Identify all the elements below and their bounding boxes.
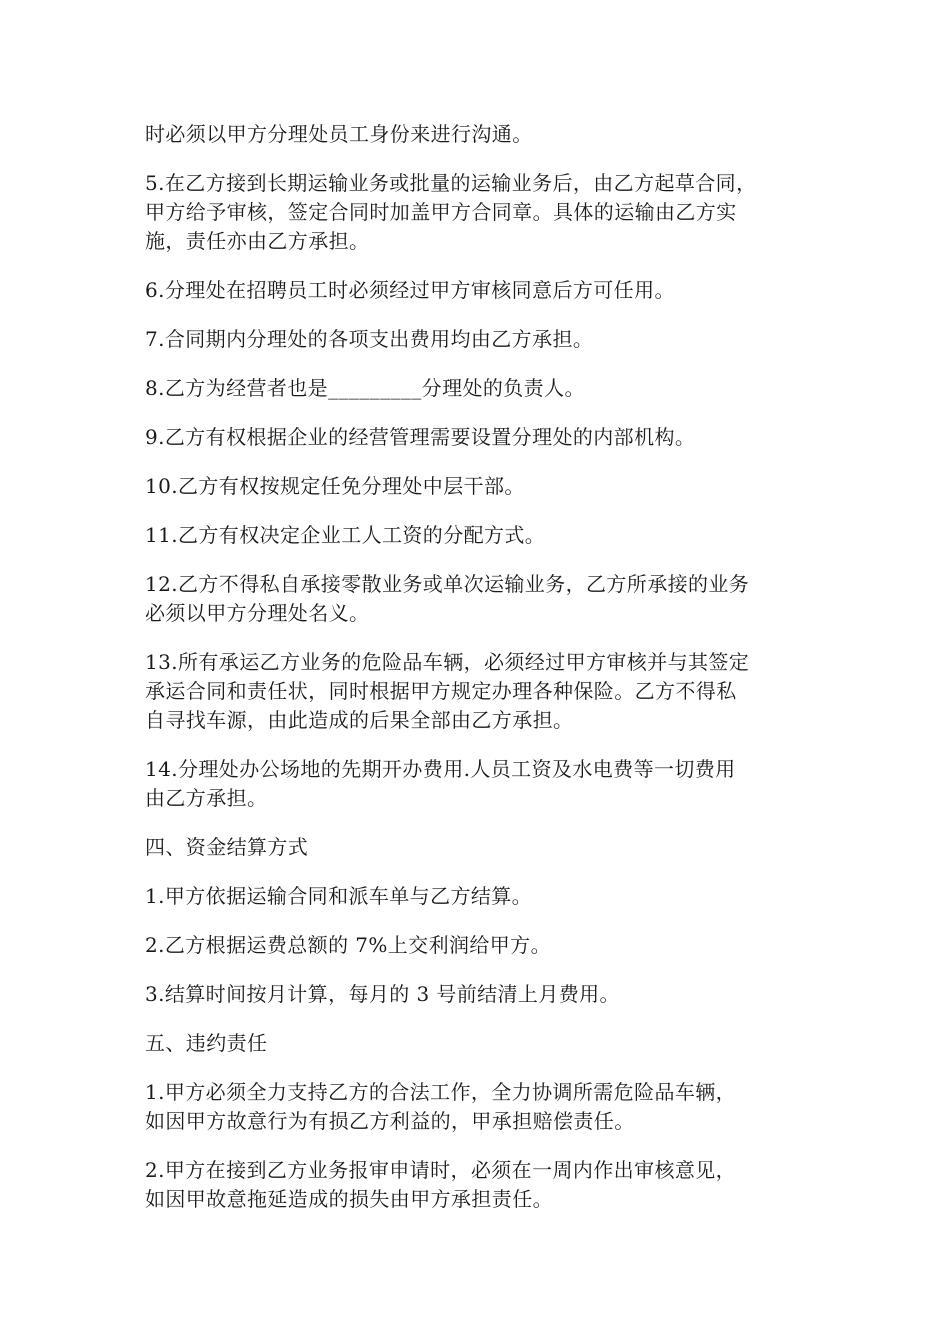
paragraph-8 [145, 521, 825, 550]
paragraph-line: 施，责任亦由乙方承担。 [145, 229, 370, 253]
paragraph-4 [145, 325, 825, 354]
paragraph-line: 7.合同期内分理处的各项支出费用均由乙方承担。 [145, 327, 594, 351]
paragraph-line: 1.甲方依据运输合同和派车单与乙方结算。 [145, 884, 533, 908]
paragraph-2 [145, 169, 825, 256]
paragraph-line: 自寻找车源，由此造成的后果全部由乙方承担。 [145, 708, 574, 732]
paragraph-6 [145, 423, 825, 452]
paragraph-line: 由乙方承担。 [145, 786, 268, 810]
paragraph-line: 如因甲方故意行为有损乙方利益的，甲承担赔偿责任。 [145, 1109, 635, 1133]
paragraph-14 [145, 931, 825, 960]
paragraph-line: 11.乙方有权决定企业工人工资的分配方式。 [145, 523, 546, 547]
paragraph-9 [145, 570, 825, 628]
document-body [145, 120, 825, 1214]
paragraph-15 [145, 980, 825, 1009]
paragraph-line: 14.分理处办公场地的先期开办费用.人员工资及水电费等一切费用 [145, 757, 736, 781]
paragraph-line: 甲方给予审核，签定合同时加盖甲方合同章。具体的运输由乙方实 [145, 200, 737, 224]
paragraph-line: 5.在乙方接到长期运输业务或批量的运输业务后，由乙方起草合同， [145, 171, 757, 195]
paragraph-line: 10.乙方有权按规定任免分理处中层干部。 [145, 474, 525, 498]
paragraph-line: 2.乙方根据运费总额的 7%上交利润给甲方。 [145, 933, 551, 957]
paragraph-line: 必须以甲方分理处名义。 [145, 601, 370, 625]
paragraph-10 [145, 648, 825, 735]
paragraph-18 [145, 1156, 825, 1214]
paragraph-line: 四、资金结算方式 [145, 835, 309, 859]
paragraph-line: 如因甲故意拖延造成的损失由甲方承担责任。 [145, 1187, 553, 1211]
paragraph-line: 1.甲方必须全力支持乙方的合法工作，全力协调所需危险品车辆， [145, 1080, 737, 1104]
document-page [145, 120, 825, 1234]
paragraph-line: 时必须以甲方分理处员工身份来进行沟通。 [145, 122, 533, 146]
paragraph-13 [145, 882, 825, 911]
paragraph-line: 2.甲方在接到乙方业务报审申请时，必须在一周内作出审核意见， [145, 1158, 737, 1182]
paragraph-line: 12.乙方不得私自承接零散业务或单次运输业务，乙方所承接的业务 [145, 572, 750, 596]
paragraph-line: 承运合同和责任状，同时根据甲方规定办理各种保险。乙方不得私 [145, 679, 737, 703]
paragraph-17 [145, 1078, 825, 1136]
paragraph-16 [145, 1029, 825, 1058]
paragraph-7 [145, 472, 825, 501]
paragraph-11 [145, 755, 825, 813]
paragraph-line: 3.结算时间按月计算，每月的 3 号前结清上月费用。 [145, 982, 620, 1006]
paragraph-3 [145, 276, 825, 305]
paragraph-line: 五、违约责任 [145, 1031, 268, 1055]
paragraph-5 [145, 374, 825, 403]
paragraph-line: 9.乙方有权根据企业的经营管理需要设置分理处的内部机构。 [145, 425, 696, 449]
paragraph-12 [145, 833, 825, 862]
paragraph-line: 6.分理处在招聘员工时必须经过甲方审核同意后方可任用。 [145, 278, 675, 302]
paragraph-1 [145, 120, 825, 149]
paragraph-line: 8.乙方为经营者也是_________分理处的负责人。 [145, 376, 585, 400]
paragraph-line: 13.所有承运乙方业务的危险品车辆，必须经过甲方审核并与其签定 [145, 650, 750, 674]
